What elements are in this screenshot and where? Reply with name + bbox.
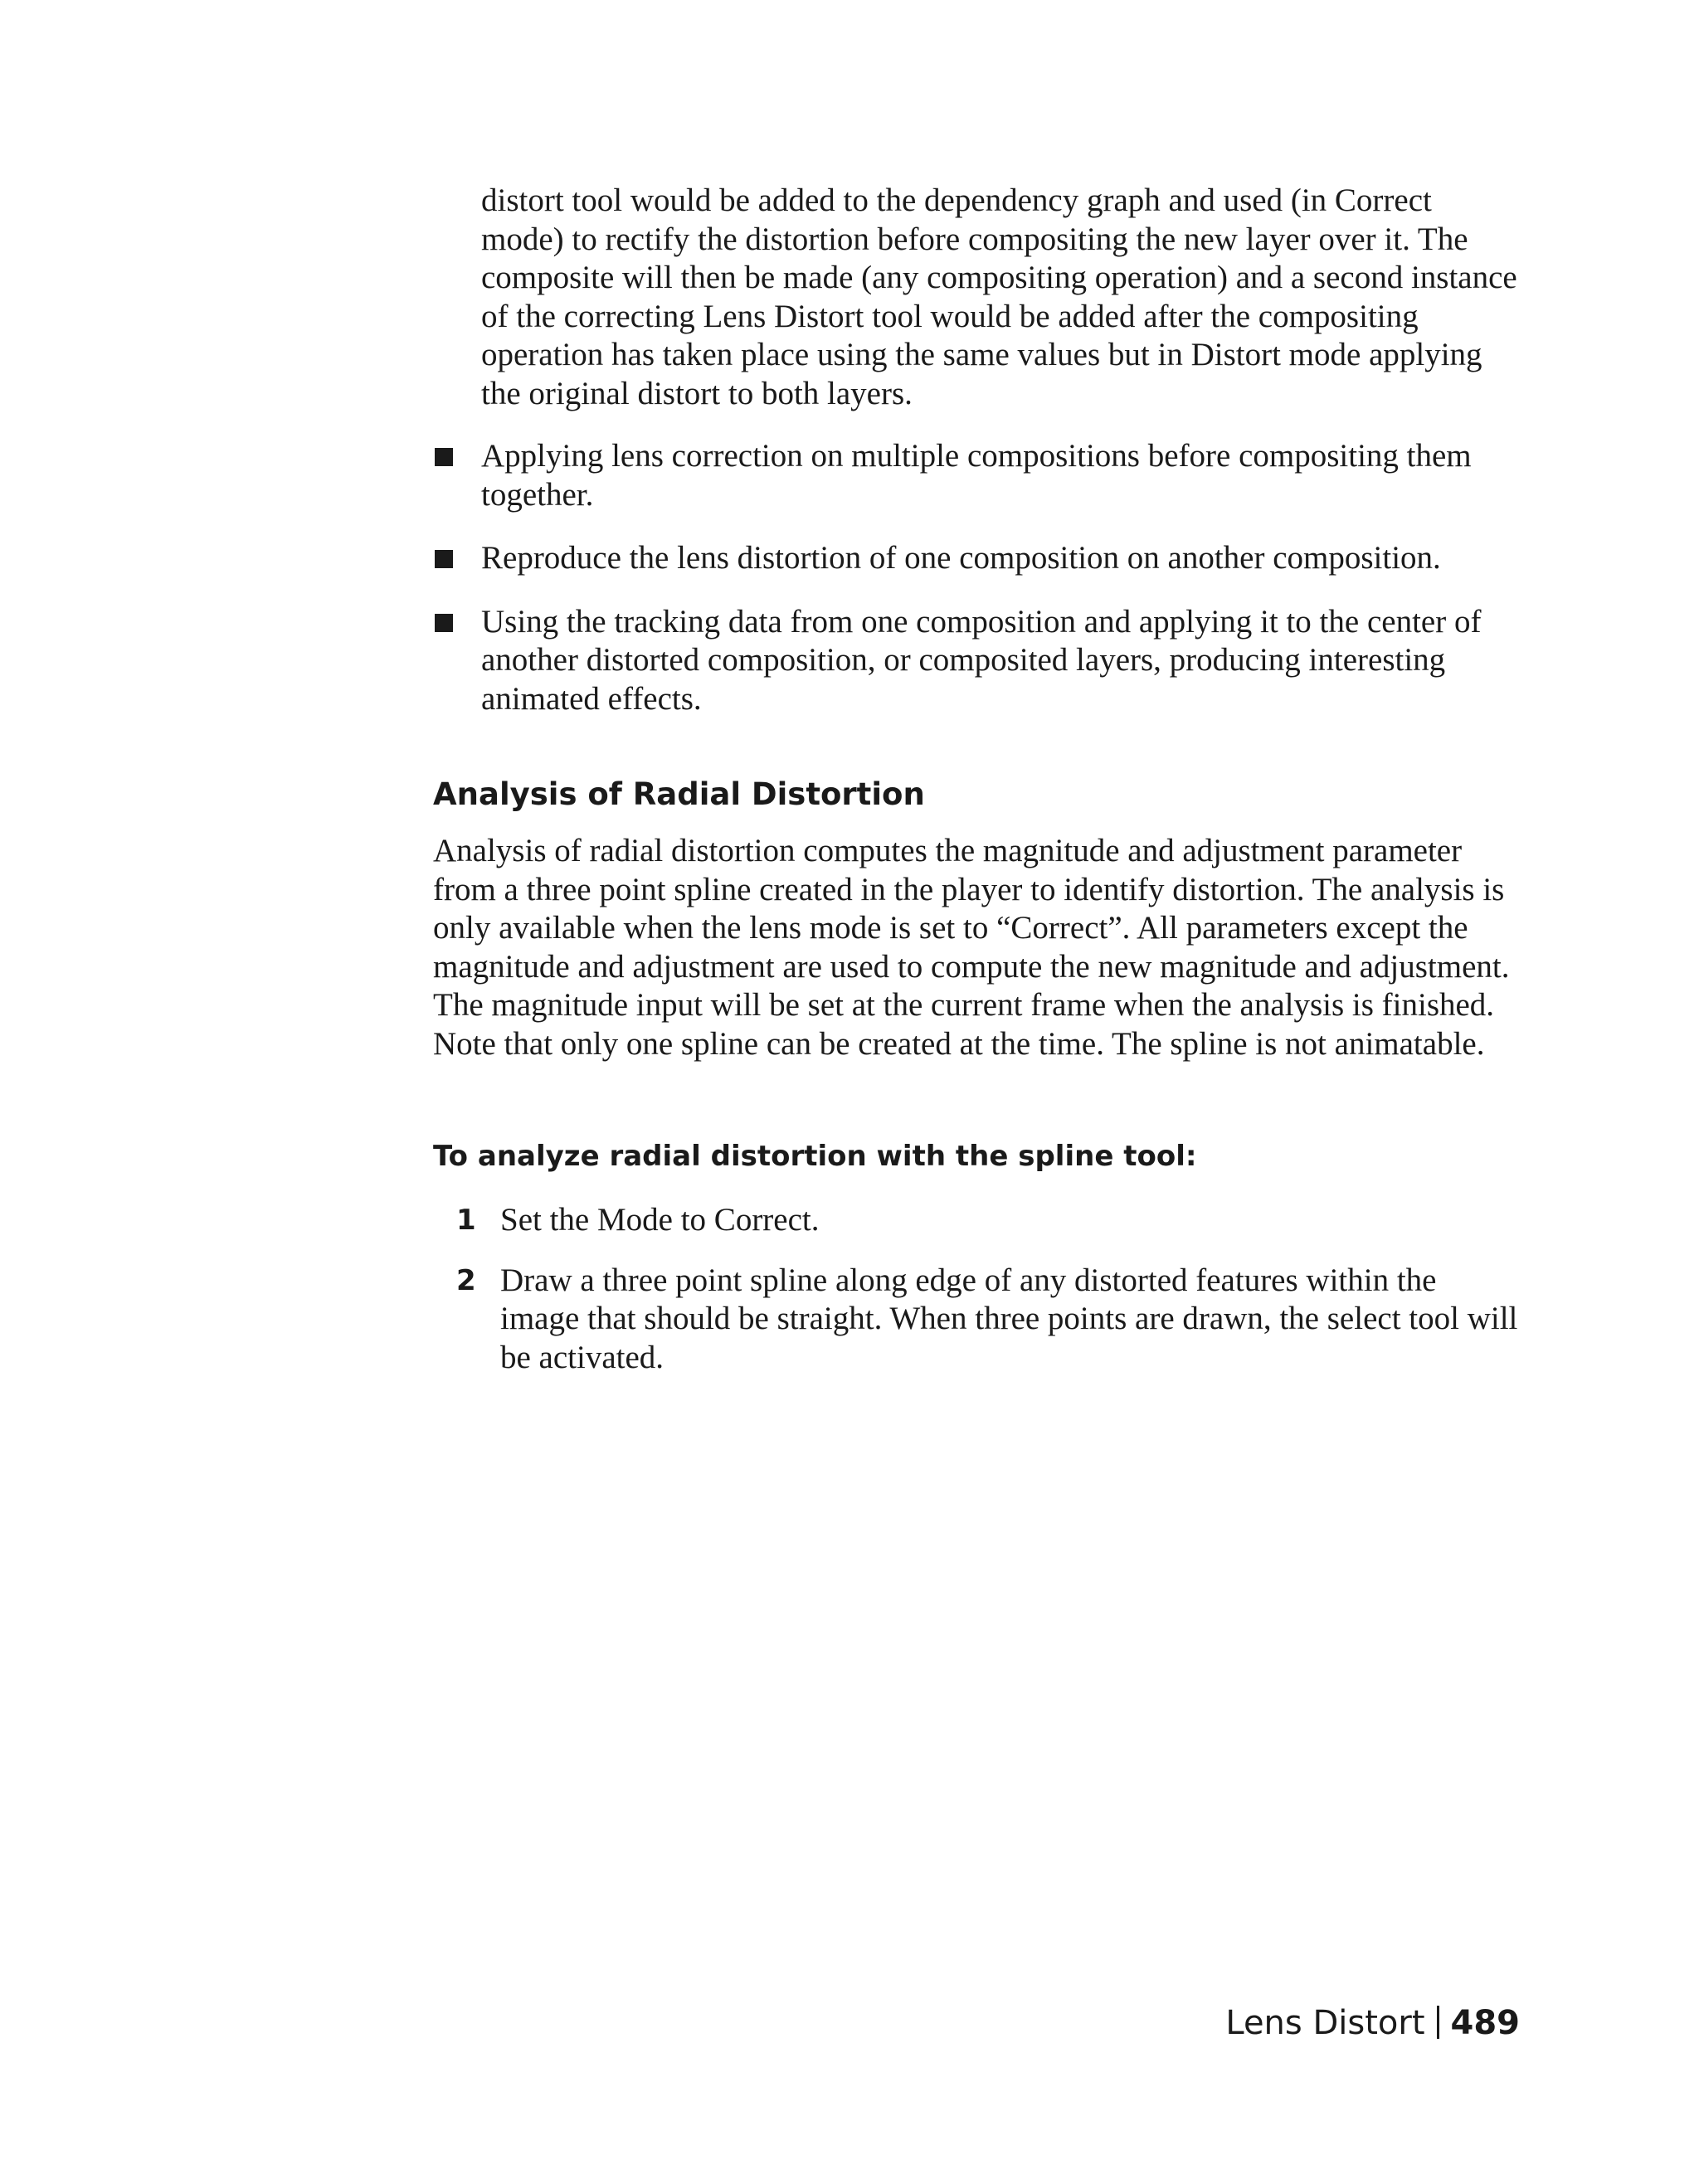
list-item bbox=[433, 437, 1520, 514]
list-item bbox=[433, 539, 1520, 578]
procedure-heading: To analyze radial distortion with the spline tool: bbox=[433, 1140, 1197, 1173]
bullet-list bbox=[433, 437, 1520, 743]
step-number: 1 bbox=[456, 1204, 476, 1237]
square-bullet-icon bbox=[435, 448, 453, 466]
bullet-text: Reproduce the lens distortion of one composition on another composition. bbox=[481, 540, 1441, 576]
bullet-text: Using the tracking data from one composition and applying it to the center of another distorted composition, or composited layers, producing interesting animated effects. bbox=[481, 603, 1482, 717]
step-text: Set the Mode to Correct. bbox=[500, 1202, 820, 1238]
list-item bbox=[433, 603, 1520, 719]
list-item bbox=[433, 1201, 1520, 1240]
footer-separator bbox=[1437, 2006, 1439, 2039]
square-bullet-icon bbox=[435, 550, 453, 568]
step-number: 2 bbox=[456, 1263, 476, 1297]
footer-chapter-title: Lens Distort bbox=[1225, 2004, 1425, 2042]
page-footer bbox=[1225, 2002, 1520, 2044]
square-bullet-icon bbox=[435, 614, 453, 632]
page-number: 489 bbox=[1450, 2004, 1520, 2042]
step-text: Draw a three point spline along edge of any distorted features within the image that should be straight. When three points are drawn, the select tool will be activated. bbox=[500, 1262, 1518, 1375]
procedure-steps bbox=[433, 1201, 1520, 1398]
section-heading: Analysis of Radial Distortion bbox=[433, 776, 925, 812]
continuation-paragraph: distort tool would be added to the dependency graph and used (in Correct mode) to rectify the distortion before compositing the new layer over it. The composite will then be made (any compositing operation) and a second instance of the correcting Lens Distort tool would be added after the compositing operation has taken place using the same values but in Distort mode applying the original distort to both layers. bbox=[481, 182, 1517, 411]
bullet-text: Applying lens correction on multiple compositions before compositing them together. bbox=[481, 438, 1472, 513]
section-body-paragraph: Analysis of radial distortion computes the magnitude and adjustment parameter from a three point spline created in the player to identify distortion. The analysis is only available when the lens mode is set to “Correct”. All parameters except the magnitude and adjustment are used to compute the new magnitude and adjustment. The magnitude input will be set at the current frame when the analysis is finished. Note that only one spline can be created at the time. The spline is not animatable. bbox=[433, 833, 1510, 1062]
list-item bbox=[433, 1262, 1520, 1378]
